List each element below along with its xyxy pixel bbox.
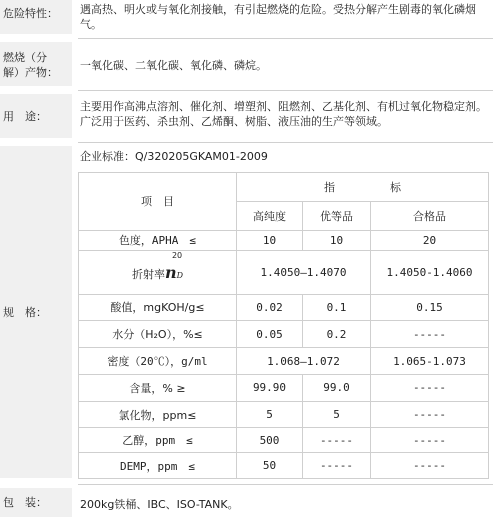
- divider: [78, 38, 493, 39]
- item-cell: 酸值，mgKOH/g≤: [79, 294, 237, 321]
- value-cell: -----: [303, 453, 371, 479]
- value-cell: 0.15: [371, 294, 489, 321]
- refractive-label: 折射率: [131, 267, 165, 281]
- table-row: [79, 348, 489, 375]
- item-cell: 色度，APHA ≤: [79, 230, 237, 251]
- value-cell: -----: [371, 453, 489, 479]
- divider: [78, 90, 493, 91]
- value-cell: 99.90: [237, 374, 303, 401]
- refractive-sub: D: [176, 270, 184, 280]
- value-cell: 5: [237, 401, 303, 428]
- item-cell: 水分（H₂O），%≤: [79, 321, 237, 348]
- value-cell: -----: [371, 374, 489, 401]
- item-cell: 乙醇，ppm ≤: [79, 428, 237, 453]
- grade-header-3: 合格品: [371, 201, 489, 230]
- value-cell: 1.4050-1.4060: [371, 251, 489, 294]
- uses-label: [0, 94, 72, 138]
- value-cell: 1.065-1.073: [371, 348, 489, 375]
- grade-header-1: 高纯度: [237, 201, 303, 230]
- value-cell: -----: [371, 428, 489, 453]
- divider: [78, 484, 493, 485]
- specs-label-text: 规 格：: [3, 305, 47, 319]
- spec-table: [78, 172, 489, 479]
- value-cell: 10: [303, 230, 371, 251]
- indicator-header: 指 标: [237, 173, 489, 202]
- packaging-text: 200kg铁桶、IBC、ISO-TANK。: [80, 498, 239, 511]
- value-cell: 0.1: [303, 294, 371, 321]
- item-cell: 氯化物，ppm≤: [79, 401, 237, 428]
- item-cell: 密度（20℃），g/ml: [79, 348, 237, 375]
- table-row: [79, 428, 489, 453]
- divider: [78, 142, 493, 143]
- table-row: [79, 321, 489, 348]
- combustion-text: 一氧化碳、二氧化碳、氧化磷、磷烷。: [80, 59, 267, 72]
- value-cell: -----: [303, 428, 371, 453]
- refractive-sup: 20: [171, 250, 183, 260]
- table-row: [79, 294, 489, 321]
- value-cell: -----: [371, 321, 489, 348]
- value-cell: 0.02: [237, 294, 303, 321]
- combustion-label: [0, 42, 72, 86]
- value-cell: 50: [237, 453, 303, 479]
- table-row: [79, 251, 489, 294]
- specs-label: [0, 146, 72, 478]
- packaging-label: [0, 488, 72, 517]
- value-cell: 20: [371, 230, 489, 251]
- value-cell: 99.0: [303, 374, 371, 401]
- uses-label-text: 用 途：: [3, 109, 47, 123]
- table-row: [79, 173, 489, 202]
- standard-text: 企业标准：Q/320205GKAM01-2009: [80, 150, 268, 163]
- value-cell: 1.068—1.072: [237, 348, 371, 375]
- value-cell: 500: [237, 428, 303, 453]
- uses-text: 主要用作高沸点溶剂、催化剂、增塑剂、阻燃剂、乙基化剂、有机过氧化物稳定剂。广泛用于医药、杀虫剂、乙烯酮、树脂、液压油的生产等领域。: [80, 100, 487, 128]
- grade-header-2: 优等品: [303, 201, 371, 230]
- value-cell: 0.2: [303, 321, 371, 348]
- hazard-label: [0, 0, 72, 34]
- refractive-index-cell: [79, 251, 237, 294]
- hazard-text: 遇高热、明火或与氧化剂接触，有引起燃烧的危险。受热分解产生剧毒的氧化磷烟气。: [80, 3, 476, 31]
- value-cell: 0.05: [237, 321, 303, 348]
- value-cell: -----: [371, 401, 489, 428]
- packaging-label-text: 包 装：: [3, 496, 47, 509]
- item-cell: 含量，% ≥: [79, 374, 237, 401]
- value-cell: 10: [237, 230, 303, 251]
- value-cell: 1.4050—1.4070: [237, 251, 371, 294]
- combustion-label-line2: 解）产物：: [3, 66, 58, 79]
- refractive-symbol: n: [164, 262, 177, 282]
- refractive-index-label: [131, 250, 184, 282]
- table-row: [79, 374, 489, 401]
- combustion-label-line1: 燃烧（分: [3, 51, 47, 64]
- item-header: 项 目: [79, 173, 237, 231]
- table-row: [79, 453, 489, 479]
- hazard-label-text: 危险特性：: [3, 7, 58, 20]
- table-row: [79, 401, 489, 428]
- value-cell: 5: [303, 401, 371, 428]
- table-row: [79, 230, 489, 251]
- item-cell: DEMP，ppm ≤: [79, 453, 237, 479]
